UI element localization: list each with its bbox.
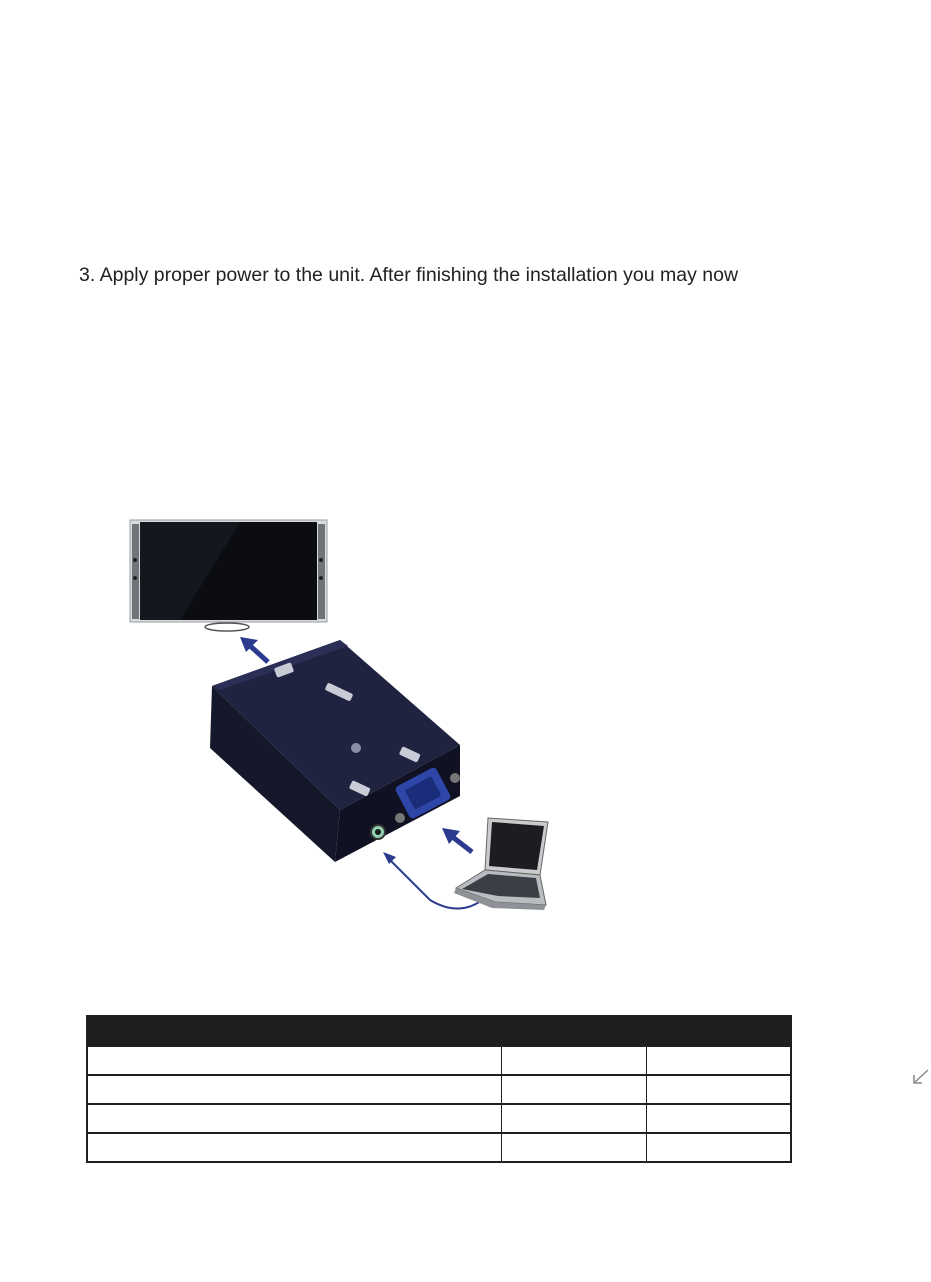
laptop-icon — [454, 818, 548, 910]
table-header-row — [87, 1016, 791, 1047]
table-row — [87, 1133, 791, 1162]
table-cell — [646, 1046, 791, 1075]
table-cell — [87, 1075, 501, 1104]
installation-illustration — [100, 500, 580, 930]
table-cell — [501, 1046, 646, 1075]
table-header-cell — [501, 1016, 646, 1047]
table-cell — [646, 1104, 791, 1133]
table-row — [87, 1075, 791, 1104]
tv-icon — [130, 520, 327, 631]
table-cell — [501, 1075, 646, 1104]
table-row — [87, 1104, 791, 1133]
table-header-cell — [87, 1016, 501, 1047]
arrow-to-vga-icon — [442, 828, 472, 852]
table-cell — [87, 1046, 501, 1075]
table-cell — [646, 1075, 791, 1104]
table-cell — [501, 1104, 646, 1133]
arrow-to-tv-icon — [240, 637, 268, 662]
table-cell — [501, 1133, 646, 1162]
table-cell — [87, 1133, 501, 1162]
table-cell — [646, 1133, 791, 1162]
table-header-cell — [646, 1016, 791, 1047]
diagonal-arrow-icon — [910, 1066, 930, 1086]
converter-box-icon — [210, 640, 460, 862]
specification-table — [86, 1015, 792, 1163]
table-row — [87, 1046, 791, 1075]
table-cell — [87, 1104, 501, 1133]
step-3-instruction: 3. Apply proper power to the unit. After finishing the installation you may now — [79, 264, 739, 286]
